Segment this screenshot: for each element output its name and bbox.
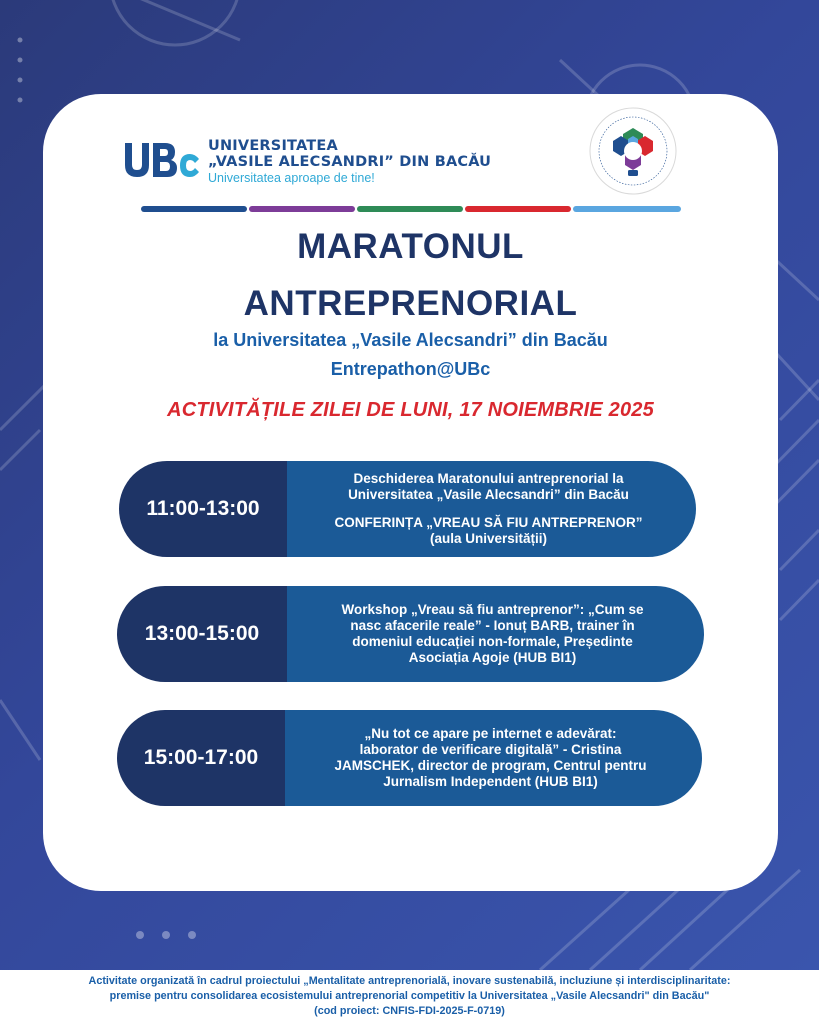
university-line1: UNIVERSITATEA [208,138,338,154]
slot-line: Jurnalism Independent (HUB BI1) [383,774,598,789]
slot-line: „Nu tot ce apare pe internet e adevărat: [364,726,617,741]
university-tagline: Universitatea aproape de tine! [208,171,375,185]
color-bar-red [465,206,571,212]
slot-time: 13:00-15:00 [117,586,287,682]
university-name [208,138,491,185]
slot-description [285,710,702,806]
slot-line: CONFERINȚA „VREAU SĂ FIU ANTREPRENOR” [334,515,643,530]
slot-line: Workshop „Vreau să fiu antreprenor”: „Cum se [341,602,644,617]
slot-line: Universitatea „Vasile Alecsandri” din Bacău [348,487,629,502]
footer-line1: Activitate organizată în cadrul proiectului „Mentalitate antreprenorială, inovare sustenabilă, incluziune și interdisciplinaritate: [88,975,731,987]
sas-ubc-logo [588,106,678,196]
slot-time: 11:00-13:00 [119,461,287,557]
title-line1: MARATONUL [297,227,524,266]
color-bars [141,206,681,212]
slot-line: Asociația Agoje (HUB BI1) [408,650,577,665]
slot-line: laborator de verificare digitală” - Cristina [359,742,622,757]
slot-line: domeniul educației non-formale, Președinte [352,634,633,649]
slot-time: 15:00-17:00 [117,710,285,806]
university-line2: „VASILE ALECSANDRI” DIN BACĂU [208,154,492,170]
content-card [43,94,778,891]
color-bar-lightblue [573,206,681,212]
color-bar-blue [141,206,247,212]
slot-description [287,461,696,557]
schedule-slot [117,586,704,682]
title-line2: ANTREPRENORIAL [243,284,578,323]
subtitle-entrepathon: Entrepathon@UBc [330,359,491,379]
slot-description [287,586,704,682]
color-bar-green [357,206,463,212]
slot-line: Deschiderea Maratonului antreprenorial la [353,471,624,486]
schedule-slot [117,710,702,806]
slot-line: (aula Universității) [429,531,548,546]
ubc-logo [121,139,201,181]
day-heading: ACTIVITĂȚILE ZILEI DE LUNI, 17 NOIEMBRIE 2025 [167,399,654,421]
slot-line: nasc afacerile reale” - Ionuț BARB, trainer în [350,618,635,633]
schedule-slot [119,461,696,557]
slot-line: JAMSCHEK, director de program, Centrul pentru [334,758,647,773]
subtitle-university: la Universitatea „Vasile Alecsandri” din Bacău [213,330,608,350]
footer-line3: (cod proiect: CNFIS-FDI-2025-F-0719) [314,1005,505,1017]
color-bar-purple [249,206,355,212]
footer-line2: premise pentru consolidarea ecosistemului antreprenorial competitiv la Universitatea „Vasile Alecsandri" din Bacău" [109,990,710,1002]
footer-note [0,974,819,1019]
